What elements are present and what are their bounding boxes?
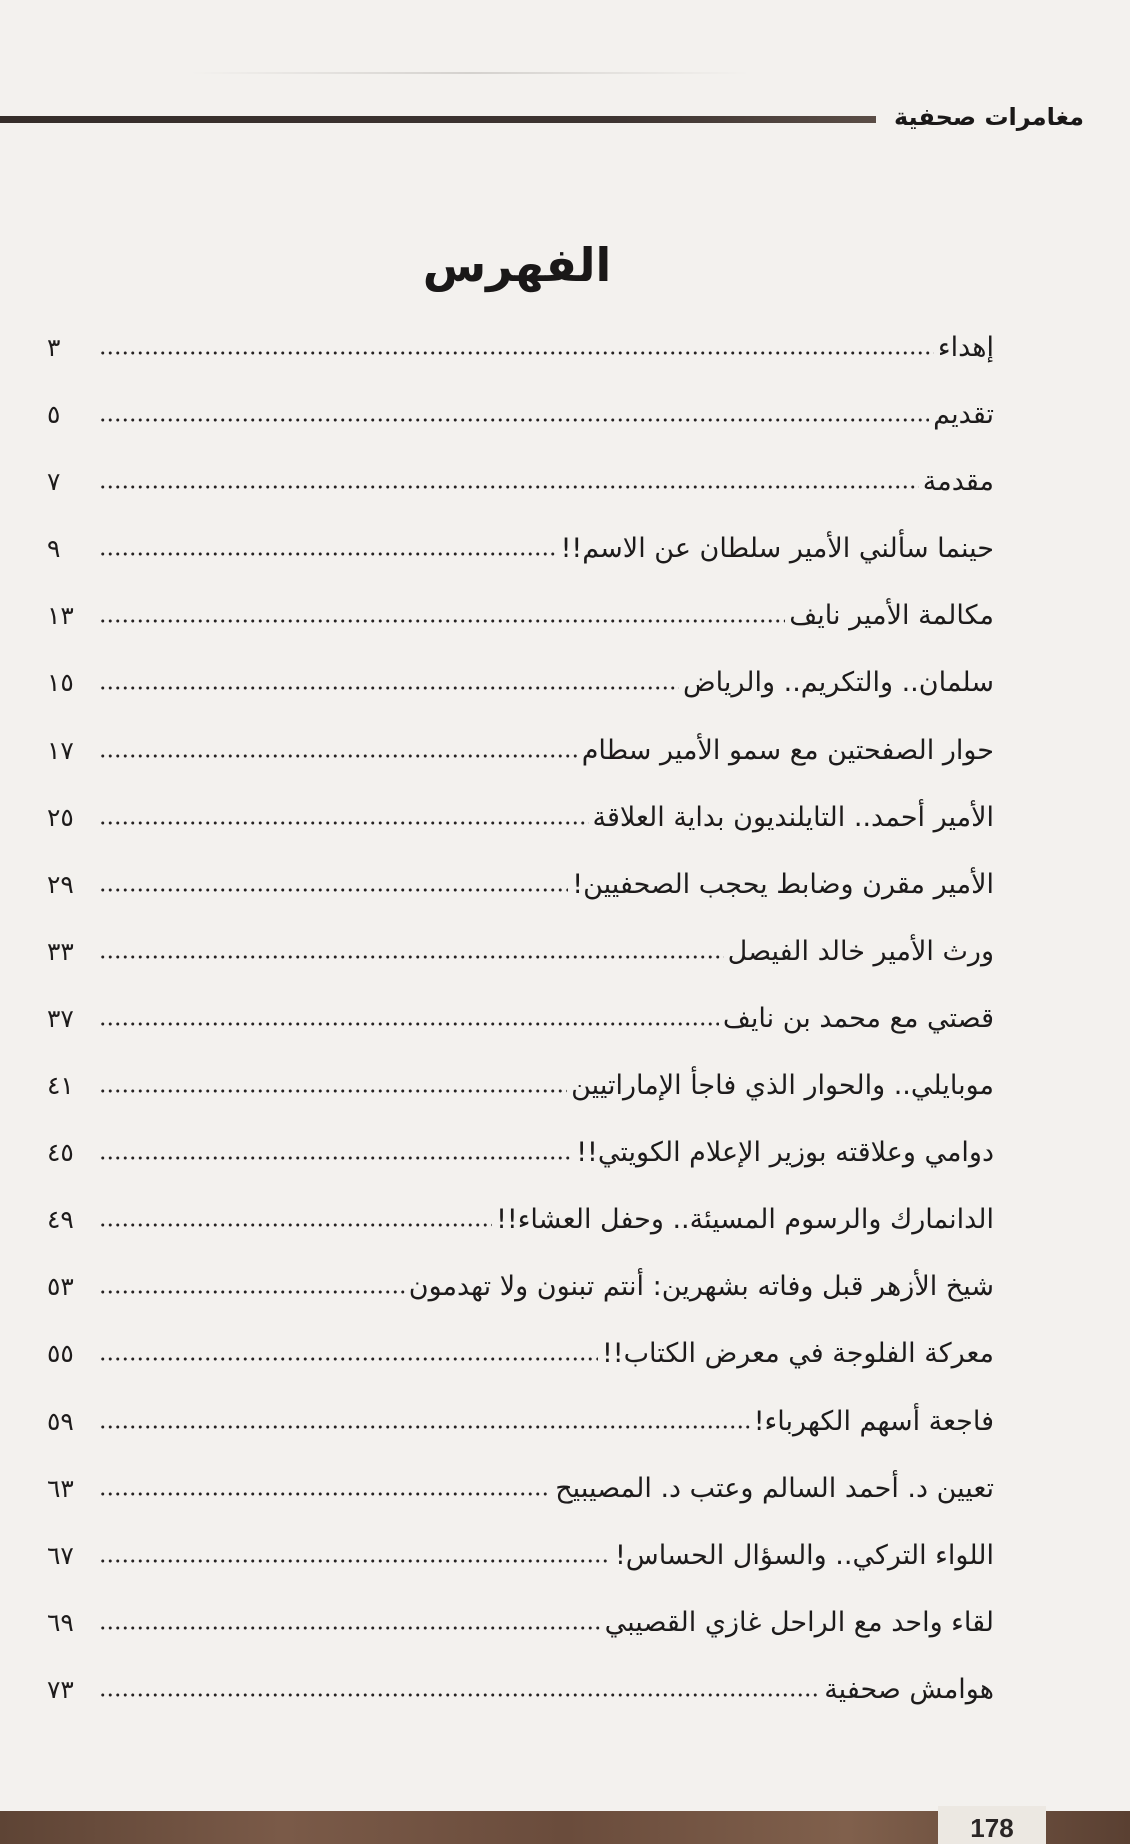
toc-entry xyxy=(47,316,994,383)
toc-entry-page: ٦٩ xyxy=(47,1607,74,1637)
toc-entry-page: ٧٣ xyxy=(47,1674,74,1704)
dot-leader xyxy=(99,1289,405,1295)
toc-entry-title: فاجعة أسهم الكهرباء! xyxy=(753,1405,994,1437)
toc-entry-page: ٣ xyxy=(47,333,61,362)
toc-entry xyxy=(47,1457,994,1524)
dot-leader xyxy=(99,350,934,356)
dot-leader xyxy=(99,685,679,691)
toc-entry xyxy=(47,1591,994,1658)
toc-entry xyxy=(47,719,994,786)
toc-entry-title: الأمير أحمد.. التايلنديون بداية العلاقة xyxy=(592,801,994,833)
toc-entry xyxy=(47,1322,994,1389)
toc-entry xyxy=(47,1121,994,1188)
toc-entry-page: ٦٣ xyxy=(47,1473,74,1503)
toc-entry-page: ٣٧ xyxy=(47,1003,74,1033)
dot-leader xyxy=(99,753,578,759)
toc-entry-page: ٥٥ xyxy=(47,1339,74,1369)
toc-entry-page: ١٧ xyxy=(47,735,74,765)
toc-entry-title: حوار الصفحتين مع سمو الأمير سطام xyxy=(581,734,994,766)
page-title: الفهرس xyxy=(422,238,612,292)
toc-entry-title: قصتي مع محمد بن نايف xyxy=(722,1002,994,1034)
dot-leader xyxy=(99,484,919,490)
dot-leader xyxy=(99,1424,750,1430)
dot-leader xyxy=(99,954,724,960)
toc-entry-page: ٥٣ xyxy=(47,1272,74,1302)
footer-page-tab xyxy=(938,1806,1046,1844)
toc-entry xyxy=(47,450,994,517)
dot-leader xyxy=(99,551,557,557)
toc-entry-title: دوامي وعلاقته بوزير الإعلام الكويتي!! xyxy=(576,1137,994,1169)
toc-entry-page: ٥ xyxy=(47,400,61,430)
toc-entry-page: ٤٩ xyxy=(47,1205,74,1235)
toc-entry-title: ورث الأمير خالد الفيصل xyxy=(727,935,994,967)
dot-leader xyxy=(99,1692,820,1698)
dot-leader xyxy=(99,1491,551,1497)
toc-entry-page: ١٣ xyxy=(47,601,74,631)
scan-artifact-line xyxy=(190,72,750,74)
toc-entry-page: ٣٣ xyxy=(47,936,74,966)
toc-entry xyxy=(47,383,994,450)
toc-entry xyxy=(47,987,994,1054)
toc-entry-title: اللواء التركي.. والسؤال الحساس! xyxy=(614,1539,994,1571)
toc-entry xyxy=(47,853,994,920)
toc-entry xyxy=(47,786,994,853)
toc-entry-page: ٧ xyxy=(47,467,61,497)
toc-entry-page: ٦٧ xyxy=(47,1540,74,1570)
toc-entry-title: تعيين د. أحمد السالم وعتب د. المصيبيح xyxy=(555,1472,994,1504)
dot-leader xyxy=(99,618,785,624)
toc-entry-title: سلمان.. والتكريم.. والرياض xyxy=(683,667,994,699)
toc-entry-page: ١٥ xyxy=(47,668,74,698)
table-of-contents xyxy=(47,316,994,1725)
toc-entry xyxy=(47,1390,994,1457)
toc-entry-page: ٢٥ xyxy=(47,802,74,832)
toc-entry-page: ٥٩ xyxy=(47,1406,74,1436)
toc-entry-page: ٩ xyxy=(47,534,61,564)
toc-entry-page: ٤٥ xyxy=(47,1138,74,1168)
dot-leader xyxy=(99,1088,567,1094)
dot-leader xyxy=(99,887,568,893)
toc-entry xyxy=(47,1054,994,1121)
dot-leader xyxy=(99,1558,611,1564)
dot-leader xyxy=(99,1155,572,1161)
toc-entry-title: تقديم xyxy=(933,399,994,431)
toc-entry-title: إهداء xyxy=(937,332,994,363)
toc-entry-title: الدانمارك والرسوم المسيئة.. وحفل العشاء!! xyxy=(496,1204,994,1236)
toc-entry xyxy=(47,920,994,987)
toc-entry xyxy=(47,1255,994,1322)
running-title: مغامرات صحفية xyxy=(893,103,1084,131)
page-number: 178 xyxy=(970,1813,1014,1843)
toc-entry xyxy=(47,584,994,651)
toc-entry-title: مقدمة xyxy=(922,466,994,498)
dot-leader xyxy=(99,1356,598,1362)
toc-entry-title: شيخ الأزهر قبل وفاته بشهرين: أنتم تبنون ولا تهدمون xyxy=(408,1271,994,1303)
toc-entry-page: ٢٩ xyxy=(47,869,74,899)
toc-entry xyxy=(47,651,994,718)
toc-entry xyxy=(47,1658,994,1725)
dot-leader xyxy=(99,1222,492,1228)
dot-leader xyxy=(99,1021,719,1027)
header-rule xyxy=(0,116,876,123)
dot-leader xyxy=(99,820,589,826)
toc-entry-title: موبايلي.. والحوار الذي فاجأ الإماراتيين xyxy=(571,1070,994,1102)
toc-entry xyxy=(47,1188,994,1255)
toc-entry-title: مكالمة الأمير نايف xyxy=(789,600,994,632)
toc-entry-title: هوامش صحفية xyxy=(824,1673,994,1705)
toc-entry xyxy=(47,1524,994,1591)
dot-leader xyxy=(99,417,929,423)
toc-entry-title: معركة الفلوجة في معرض الكتاب!! xyxy=(601,1338,994,1370)
dot-leader xyxy=(99,1625,601,1631)
toc-entry-page: ٤١ xyxy=(47,1071,74,1101)
toc-entry xyxy=(47,517,994,584)
toc-entry-title: لقاء واحد مع الراحل غازي القصيبي xyxy=(604,1606,994,1638)
toc-entry-title: الأمير مقرن وضابط يحجب الصحفيين! xyxy=(572,868,994,900)
toc-entry-title: حينما سألني الأمير سلطان عن الاسم!! xyxy=(560,533,994,565)
